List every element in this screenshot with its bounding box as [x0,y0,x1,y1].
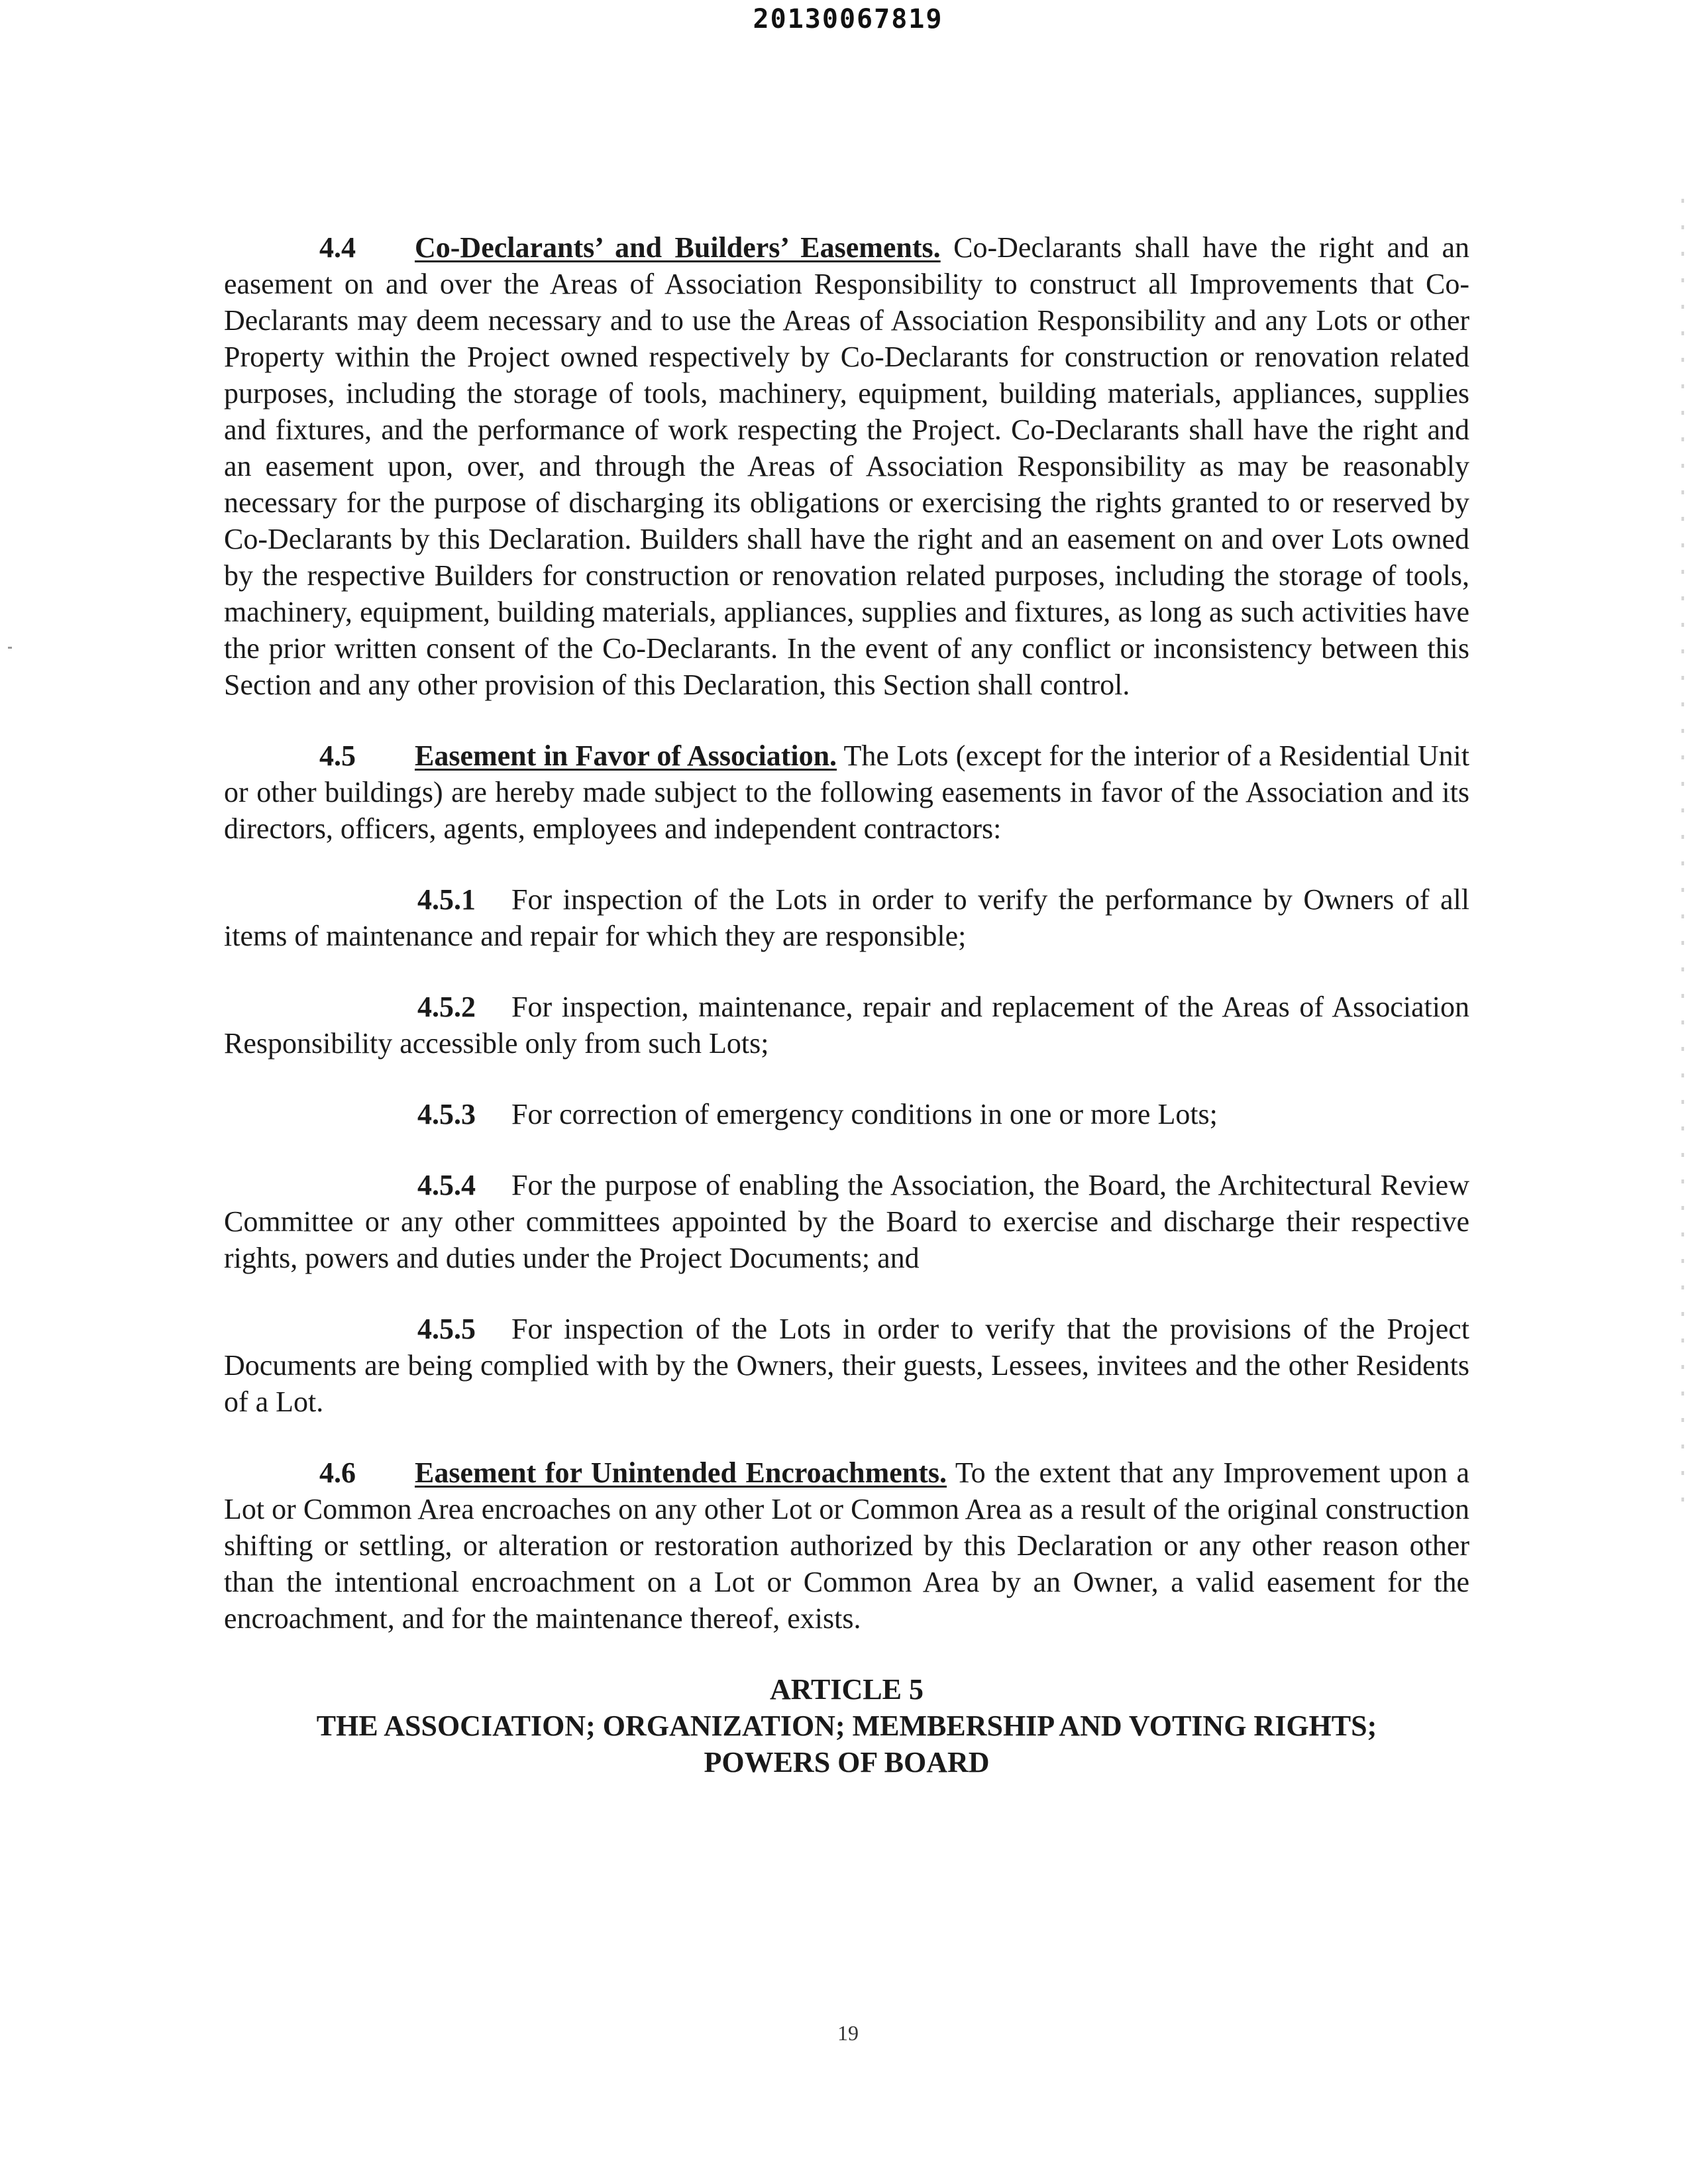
scan-edge-marks [1681,199,1684,1524]
section-4-4 [224,229,1469,703]
section-body: To the extent that any Improvement upon a Lot or Common Area encroaches on any other Lot or Common Area as a result of the original construction shifting or settling, or alteration or restoration authorized by this Declaration or any other reason other than the intentional encroachment on a Lot or Common Area by an Owner, a valid easement for the encroachment, and for the maintenance thereof, exists. [224,1456,1470,1635]
article-heading [224,1671,1469,1780]
article-title-line-2: POWERS OF BOARD [704,1746,990,1778]
subsection-4-5-3 [224,1096,1469,1132]
page-number: 19 [837,2021,859,2045]
subsection-4-5-2 [224,989,1469,1062]
section-number: 4.5 [319,739,356,772]
subsection-number: 4.5.5 [417,1313,476,1345]
section-body: The Lots (except for the interior of a Residential Unit or other buildings) are hereby made subject to the following easements in favor of the Association and its directors, officers, agents, employees and independent contractors: [224,739,1469,845]
article-title-line-1: THE ASSOCIATION; ORGANIZATION; MEMBERSHIP AND VOTING RIGHTS; [316,1710,1377,1742]
subsection-number: 4.5.3 [417,1098,476,1130]
page-content [224,229,1469,1780]
subsection-4-5-5 [224,1311,1469,1420]
subsection-4-5-4 [224,1167,1469,1276]
section-4-6 [224,1454,1469,1637]
section-title: Co-Declarants’ and Builders’ Easements. [415,231,941,264]
section-title: Easement for Unintended Encroachments. [415,1456,947,1489]
subsection-number: 4.5.2 [417,991,476,1023]
subsection-4-5-1 [224,881,1469,954]
section-title: Easement in Favor of Association. [415,739,837,772]
article-label: ARTICLE 5 [770,1673,924,1706]
section-number: 4.6 [319,1456,356,1489]
subsection-body: For inspection of the Lots in order to verify the performance by Owners of all items of maintenance and repair for which they are responsible; [224,883,1469,952]
subsection-number: 4.5.1 [417,883,476,916]
subsection-body: For inspection, maintenance, repair and replacement of the Areas of Association Responsibility accessible only from such Lots; [224,991,1469,1060]
subsection-body: For inspection of the Lots in order to verify that the provisions of the Project Documents are being complied with by the Owners, their guests, Lessees, invitees and the other Residents of a Lot. [224,1313,1469,1418]
document-number: 20130067819 [753,4,943,34]
section-4-5 [224,737,1469,847]
subsection-body: For correction of emergency conditions in one or more Lots; [511,1098,1218,1130]
section-number: 4.4 [319,231,356,264]
subsection-body: For the purpose of enabling the Association, the Board, the Architectural Review Committee or any other committees appointed by the Board to exercise and discharge their respective rights, powers and duties under the Project Documents; and [224,1169,1469,1274]
scan-artifact-dot [8,647,12,649]
section-body: Co-Declarants shall have the right and an easement on and over the Areas of Association Responsibility to construct all Improvements that Co-Declarants may deem necessary and to use the Areas of Association Responsibility and any Lots or other Property within the Project owned respectively by Co-Declarants for construction or renovation related purposes, including the storage of tools, machinery, equipment, building materials, appliances, supplies and fixtures, and the performance of work respecting the Project. Co-Declarants shall have the right and an easement upon, over, and through the Areas of Association Responsibility as may be reasonably necessary for the purpose of discharging its obligations or exercising the rights granted to or reserved by Co-Declarants by this Declaration. Builders shall have the right and an easement on and over Lots owned by the respective Builders for construction or renovation related purposes, including the storage of tools, machinery, equipment, building materials, appliances, supplies and fixtures, as long as such activities have the prior written consent of the Co-Declarants. In the event of any conflict or inconsistency between this Section and any other provision of this Declaration, this Section shall control. [224,231,1469,701]
subsection-number: 4.5.4 [417,1169,476,1201]
